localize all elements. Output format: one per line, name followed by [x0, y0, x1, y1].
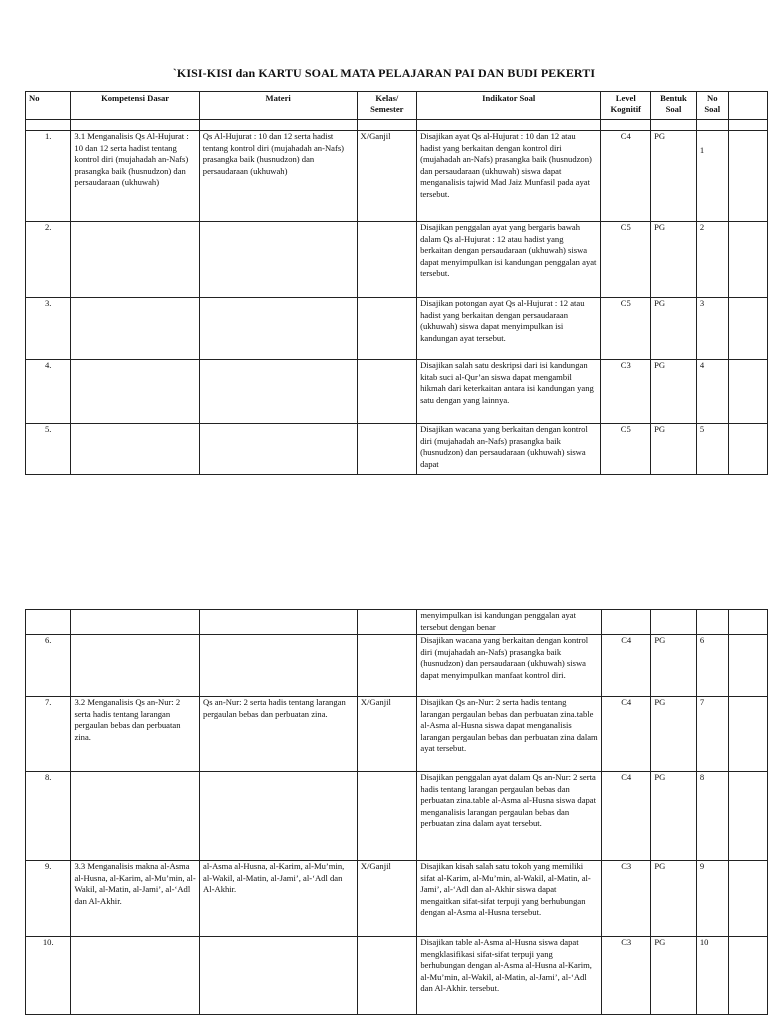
row-materi: [199, 360, 357, 424]
row-kelas: X/Ganjil: [357, 131, 417, 222]
row-no-soal: 7: [696, 697, 728, 772]
table-row: [26, 861, 768, 937]
row-kelas: [357, 360, 417, 424]
row-no-soal: 3: [696, 298, 728, 360]
row-materi: [199, 222, 357, 298]
row-level: C3: [601, 360, 651, 424]
row-no: 8.: [26, 772, 71, 861]
row-level: C4: [602, 772, 651, 861]
row-bentuk: PG: [651, 937, 696, 1015]
row-no: 3.: [26, 298, 71, 360]
header-no: No: [26, 92, 71, 120]
row-no: 2.: [26, 222, 71, 298]
row-level: C3: [602, 861, 651, 937]
spacer-row: [26, 120, 768, 131]
row-no-soal: 9: [696, 861, 728, 937]
row-no: 9.: [26, 861, 71, 937]
table-row: [26, 610, 768, 635]
row-kelas: [357, 937, 417, 1015]
row-level: C4: [602, 635, 651, 697]
header-kompetensi-dasar: Kompetensi Dasar: [71, 92, 199, 120]
header-level-kognitif: Level Kognitif: [601, 92, 651, 120]
row-no-soal: 6: [696, 635, 728, 697]
row-level: [602, 610, 651, 635]
table-row: [26, 131, 768, 222]
row-materi: [200, 610, 358, 635]
page-title: `KISI-KISI dan KARTU SOAL MATA PELAJARAN PAI DAN BUDI PEKERTI: [172, 66, 596, 80]
header-extra: [728, 92, 767, 120]
row-no: 7.: [26, 697, 71, 772]
table-row: [26, 937, 768, 1015]
row-kelas: X/Ganjil: [357, 861, 417, 937]
row-no-soal: 10: [696, 937, 728, 1015]
row-indikator: Disajikan table al-Asma al-Husna siswa dapat mengklasifikasi sifat-sifat terpuji yang berhubungan dengan al-Asma al-Husna al-Karim, al-Mu’min, al-Wakil, al-Matin, al-Jami’, al-‘Adl dan Al-Akhir. tersebut.: [417, 937, 602, 1015]
row-materi: [200, 635, 358, 697]
row-materi: al-Asma al-Husna, al-Karim, al-Mu’min, al-Wakil, al-Matin, al-Jami’, al-‘Adl dan Al-Akhir.: [200, 861, 358, 937]
row-indikator: Disajikan penggalan ayat yang bergaris bawah dalam Qs al-Hujurat : 12 atau hadist yang berkaitan dengan persaudaraan (ukhuwah) siswa dapat menyimpulkan isi kandungan penggalan ayat tersebut.: [417, 222, 601, 298]
row-kelas: [357, 222, 417, 298]
row-bentuk: [651, 610, 696, 635]
table-row: [26, 424, 768, 475]
row-kompetensi-dasar: [71, 424, 199, 475]
row-no: [26, 610, 71, 635]
row-indikator: Disajikan kisah salah satu tokoh yang memiliki sifat al-Karim, al-Mu’min, al-Wakil, al-Matin, al-Jami’, al-‘Adl dan al-Akhir siswa dapat mengaitkan sifat-sifat terpuji yang berhubungan dengan al-Asma al-Husna tersebut.: [417, 861, 602, 937]
header-indikator-soal: Indikator Soal: [417, 92, 601, 120]
row-bentuk: PG: [651, 424, 697, 475]
row-no: 10.: [26, 937, 71, 1015]
header-kelas-semester: Kelas/ Semester: [357, 92, 417, 120]
row-kompetensi-dasar: 3.1 Menganalisis Qs Al-Hujurat : 10 dan 12 serta hadist tentang kontrol diri (mujahadah an-Nafs) prasangka baik (husnudzon) dan persaudaraan (ukhuwah): [71, 131, 199, 222]
row-bentuk: PG: [651, 635, 696, 697]
row-level: C5: [601, 298, 651, 360]
row-level: C5: [601, 222, 651, 298]
row-no-soal: 2: [696, 222, 728, 298]
table-row: [26, 772, 768, 861]
row-level: C3: [602, 937, 651, 1015]
row-kelas: [357, 635, 417, 697]
table-row: [26, 298, 768, 360]
row-kompetensi-dasar: [71, 298, 199, 360]
row-materi: [199, 424, 357, 475]
kisi-kisi-table-page2: [25, 609, 768, 1015]
row-kompetensi-dasar: [71, 610, 200, 635]
row-kompetensi-dasar: 3.2 Menganalisis Qs an-Nur: 2 serta hadis tentang larangan pergaulan bebas dan perbuatan zina.: [71, 697, 200, 772]
row-bentuk: PG: [651, 222, 697, 298]
row-indikator: Disajikan wacana yang berkaitan dengan kontrol diri (mujahadah an-Nafs) prasangka baik (husnudzon) dan persaudaraan (ukhuwah) siswa dapat menyimpulkan manfaat kontrol diri.: [417, 635, 602, 697]
header-bentuk-soal: Bentuk Soal: [651, 92, 697, 120]
row-bentuk: PG: [651, 697, 696, 772]
row-indikator: Disajikan penggalan ayat dalam Qs an-Nur: 2 serta hadis tentang larangan pergaulan bebas dan perbuatan zina.table al-Asma al-Husna siswa dapat menganalisis larangan pergaulan bebas dan perbuatan zina dalam ayat tersebut.: [417, 772, 602, 861]
table-row: [26, 360, 768, 424]
row-indikator: Disajikan potongan ayat Qs al-Hujurat : 12 atau hadist yang berkaitan dengan persaudaraan (ukhuwah) siswa dapat menyimpulkan isi kandungan ayat tersebut.: [417, 298, 601, 360]
row-bentuk: PG: [651, 360, 697, 424]
row-kelas: [357, 298, 417, 360]
row-no: 4.: [26, 360, 71, 424]
row-bentuk: PG: [651, 131, 697, 222]
row-kelas: [357, 610, 417, 635]
row-no: 1.: [26, 131, 71, 222]
row-level: C5: [601, 424, 651, 475]
row-materi: [200, 937, 358, 1015]
row-no-soal: 8: [696, 772, 728, 861]
row-bentuk: PG: [651, 772, 696, 861]
header-materi: Materi: [199, 92, 357, 120]
row-materi: Qs an-Nur: 2 serta hadis tentang larangan pergaulan bebas dan perbuatan zina.: [200, 697, 358, 772]
row-kompetensi-dasar: [71, 360, 199, 424]
row-materi: [199, 298, 357, 360]
row-kelas: X/Ganjil: [357, 697, 417, 772]
row-no: 5.: [26, 424, 71, 475]
row-indikator: Disajikan salah satu deskripsi dari isi kandungan kitab suci al-Qur’an siswa dapat mengambil hikmah dari keterkaitan antara isi kandungan yang satu dengan yang lainnya.: [417, 360, 601, 424]
row-kompetensi-dasar: 3.3 Menganalisis makna al-Asma al-Husna, al-Karim, al-Mu’min, al-Wakil, al-Matin, al-Jami’, al-‘Adl dan Al-Akhir.: [71, 861, 200, 937]
row-no-soal: 5: [696, 424, 728, 475]
row-kompetensi-dasar: [71, 222, 199, 298]
row-indikator: Disajikan Qs an-Nur: 2 serta hadis tentang larangan pergaulan bebas dan perbuatan zina.table al-Asma al-Husna siswa dapat menganalisis larangan pergaulan bebas dan perbuatan zina dalam ayat tersebut.: [417, 697, 602, 772]
row-materi: Qs Al-Hujurat : 10 dan 12 serta hadist tentang kontrol diri (mujahadah an-Nafs) prasangka baik (husnudzon) dan persaudaraan (ukhuwah): [199, 131, 357, 222]
row-kompetensi-dasar: [71, 937, 200, 1015]
row-no-soal: 1: [696, 131, 728, 222]
row-no: 6.: [26, 635, 71, 697]
header-no-soal: No Soal: [696, 92, 728, 120]
row-indikator: Disajikan wacana yang berkaitan dengan kontrol diri (mujahadah an-Nafs) prasangka baik (husnudzon) dan persaudaraan (ukhuwah) siswa dapat: [417, 424, 601, 475]
row-kelas: [357, 772, 417, 861]
row-bentuk: PG: [651, 861, 696, 937]
row-no-soal: [696, 610, 728, 635]
row-indikator: menyimpulkan isi kandungan penggalan ayat tersebut dengan benar: [417, 610, 602, 635]
row-kompetensi-dasar: [71, 772, 200, 861]
row-indikator: Disajikan ayat Qs al-Hujurat : 10 dan 12 atau hadist yang berkaitan dengan kontrol diri (mujahadah an-Nafs) prasangka baik (husnudzon) dan persaudaraan (ukhuwah) siswa dapat menganalisis tajwid Mad Jaiz Munfasil pada ayat tersebut.: [417, 131, 601, 222]
row-bentuk: PG: [651, 298, 697, 360]
row-level: C4: [602, 697, 651, 772]
table-row: [26, 222, 768, 298]
row-kompetensi-dasar: [71, 635, 200, 697]
kisi-kisi-table-page1: [25, 91, 768, 475]
table-row: [26, 697, 768, 772]
table-row: [26, 635, 768, 697]
row-no-soal: 4: [696, 360, 728, 424]
row-kelas: [357, 424, 417, 475]
row-materi: [200, 772, 358, 861]
row-level: C4: [601, 131, 651, 222]
